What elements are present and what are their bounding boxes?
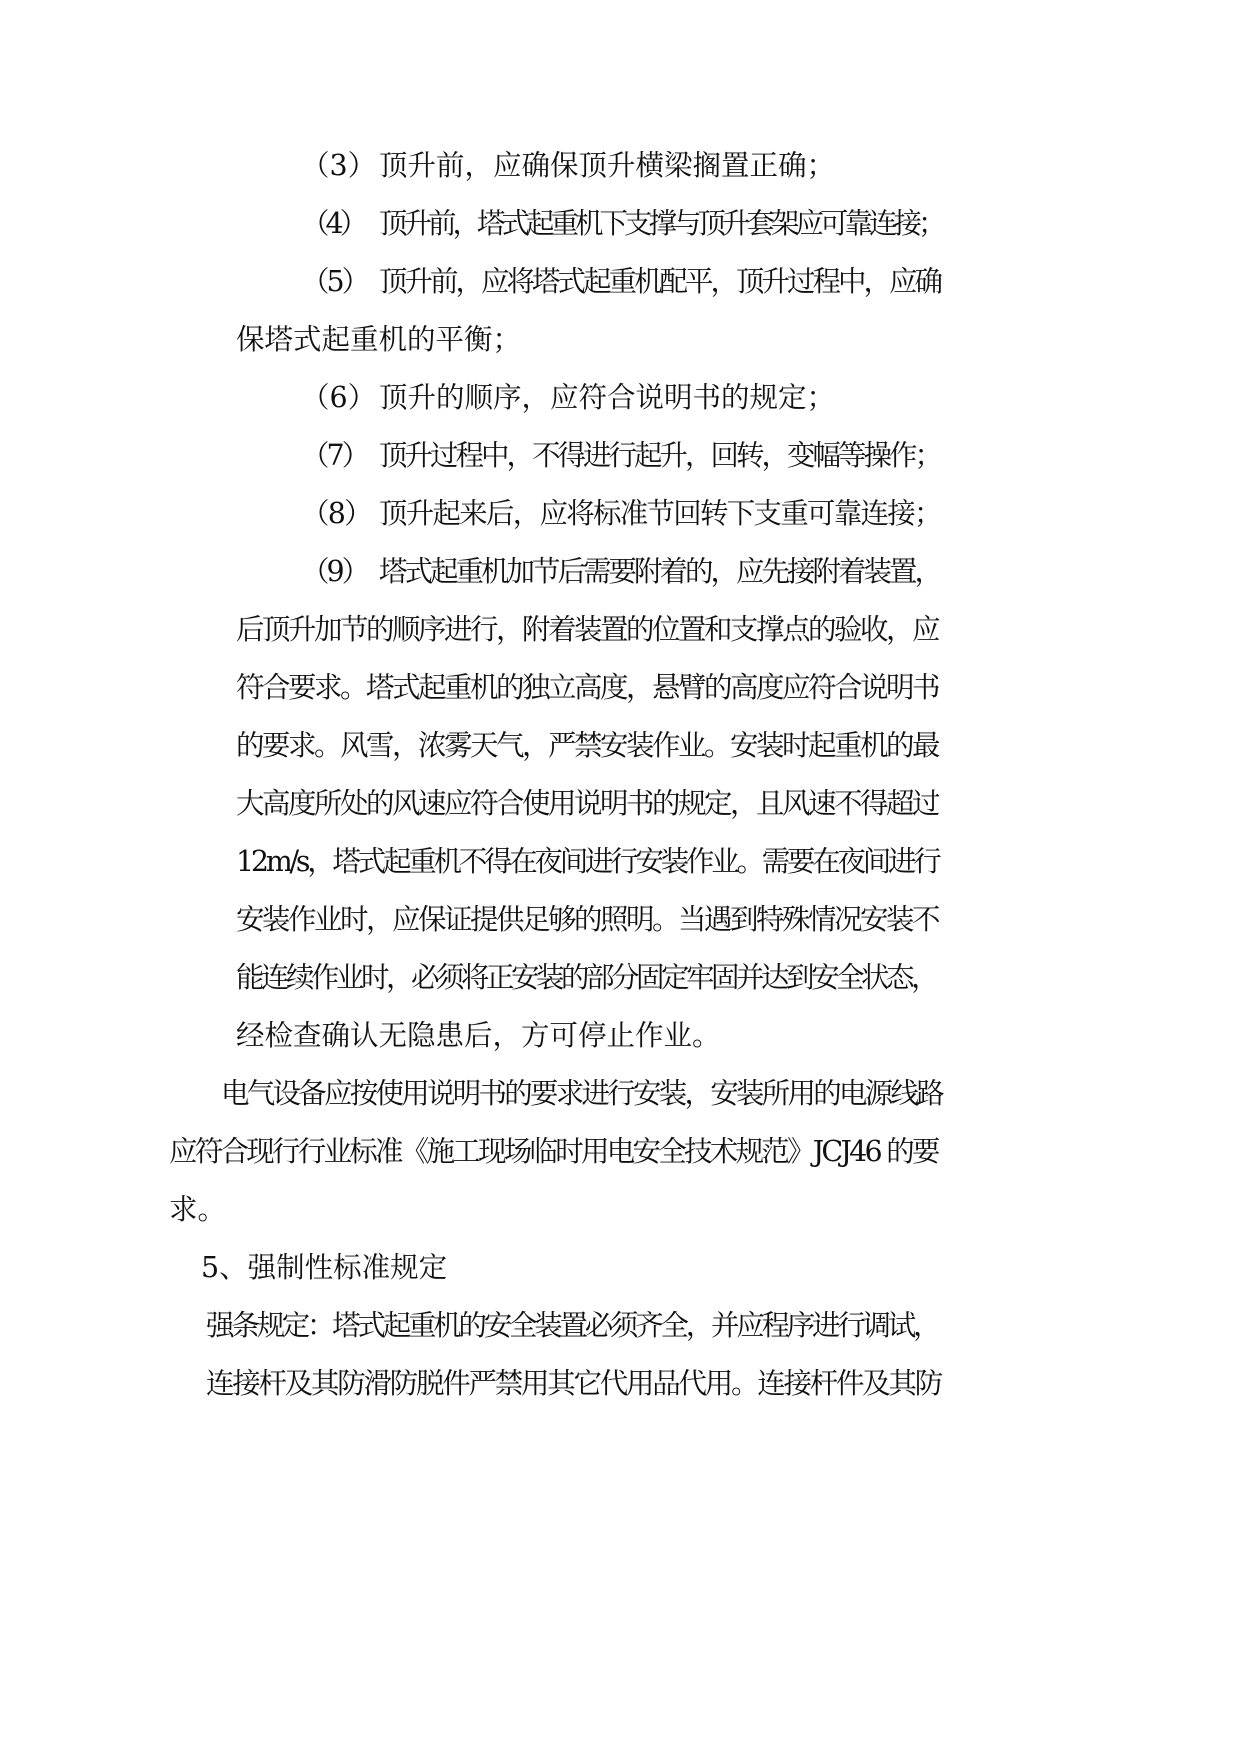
item-continuation: 经检查确认无隐患后，方可停止作业。 bbox=[236, 1019, 721, 1052]
item-continuation: 大高度所处的风速应符合使用说明书的规定，且风速不得超过 bbox=[236, 787, 939, 820]
list-item bbox=[301, 204, 943, 244]
item-continuation: 符合要求。塔式起重机的独立高度，悬臂的高度应符合说明书 bbox=[236, 671, 939, 704]
list-item bbox=[301, 262, 940, 302]
item-continuation: 的要求。风雪，浓雾天气，严禁安装作业。安装时起重机的最 bbox=[236, 729, 939, 762]
paragraph-line: 电气设备应按使用说明书的要求进行安装，安装所用的电源线路 bbox=[221, 1077, 943, 1110]
paragraph-line: 强条规定：塔式起重机的安全装置必须齐全，并应程序进行调试， bbox=[206, 1309, 939, 1342]
item-text: 顶升起来后，应将标准节回转下支重可靠连接； bbox=[379, 497, 941, 530]
item-text: 顶升前，应将塔式起重机配平，顶升过程中，应确 bbox=[379, 265, 941, 298]
list-item bbox=[301, 552, 940, 592]
item-text: 顶升过程中，不得进行起升，回转，变幅等操作； bbox=[379, 439, 941, 472]
item-number: （6） bbox=[301, 381, 377, 414]
item-number: （8） bbox=[301, 497, 371, 530]
item-continuation: 安装作业时，应保证提供足够的照明。当遇到特殊情况安装不 bbox=[236, 903, 939, 936]
paragraph-line: 连接杆及其防滑防脱件严禁用其它代用品代用。连接杆件及其防 bbox=[206, 1367, 942, 1400]
list-item bbox=[301, 146, 835, 186]
item-continuation: 12m/s，塔式起重机不得在夜间进行安装作业。需要在夜间进行 bbox=[236, 845, 939, 878]
list-item bbox=[301, 436, 940, 476]
item-text: 塔式起重机加节后需要附着的，应先接附着装置， bbox=[379, 555, 941, 588]
item-number: （9） bbox=[301, 555, 368, 588]
item-continuation: 后顶升加节的顺序进行，附着装置的位置和支撑点的验收，应 bbox=[236, 613, 939, 646]
item-number: （5） bbox=[301, 265, 368, 298]
item-text: 顶升前，塔式起重机下支撑与顶升套架应可靠连接； bbox=[379, 207, 943, 240]
item-number: （7） bbox=[301, 439, 368, 472]
item-text: 顶升的顺序，应符合说明书的规定； bbox=[379, 381, 836, 414]
item-text: 顶升前，应确保顶升横梁搁置正确； bbox=[379, 149, 836, 182]
item-number: （3） bbox=[301, 149, 377, 182]
list-item bbox=[301, 378, 835, 418]
paragraph-line: 应符合现行行业标准《施工现场临时用电安全技术规范》JCJ46 的要 bbox=[169, 1135, 938, 1168]
list-item bbox=[301, 494, 941, 534]
item-number: （4） bbox=[301, 207, 365, 240]
paragraph-line: 求。 bbox=[169, 1193, 227, 1226]
item-continuation: 保塔式起重机的平衡； bbox=[236, 323, 522, 356]
item-continuation: 能连续作业时，必须将正安装的部分固定牢固并达到安全状态， bbox=[236, 961, 937, 994]
section-heading: 5、强制性标准规定 bbox=[201, 1251, 448, 1284]
